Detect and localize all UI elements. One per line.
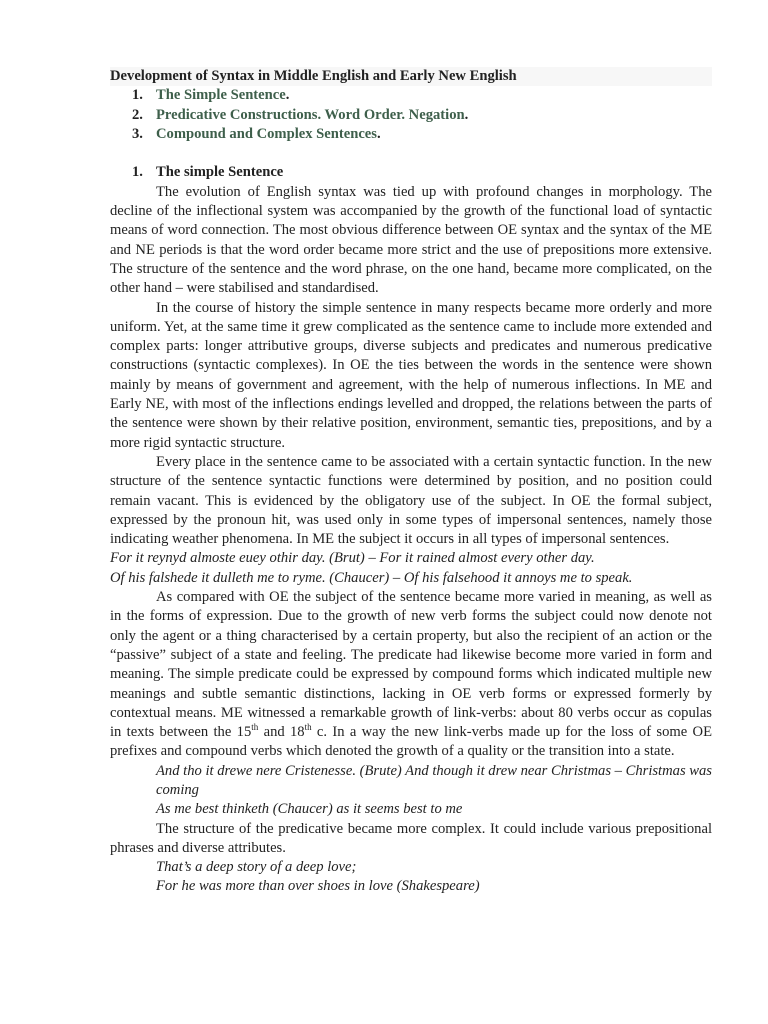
example-line: As me best thinketh (Chaucer) as it seems best to me	[156, 801, 463, 818]
paragraph: Every place in the sentence came to be associated with a certain syntactic function. In the new structure of the sentence syntactic functions were determined by position, and no position could remain vacant. This is evidenced by the obligatory use of the subject. In OE the formal subject, expressed by the pronoun hit, was used only in some types of impersonal sentences, namely those indicating weather phenomena. In ME the subject it occurs in all types of impersonal sentences.	[110, 453, 712, 548]
paragraph: The structure of the predicative became more complex. It could include various prepositional phrases and diverse attributes.	[110, 820, 712, 856]
toc-item[interactable]	[110, 86, 712, 105]
document-title: Development of Syntax in Middle English and Early New English	[110, 67, 712, 86]
toc-item-number: 1.	[132, 87, 143, 104]
example-line: That’s a deep story of a deep love;	[156, 859, 357, 876]
section-number: 1.	[132, 164, 143, 181]
superscript: th	[304, 722, 312, 733]
toc-item[interactable]	[110, 106, 712, 125]
paragraph: In the course of history the simple sentence in many respects became more orderly and more uniform. Yet, at the same time it grew complicated as the sentence came to include more extended and complex parts: longer attributive groups, diverse subjects and predicates and numerous predicative constructions (syntactic complexes). In OE the ties between the words in the sentence were shown mainly by means of government and agreement, with the help of numerous inflections. In ME and Early NE, with most of the inflections endings levelled and dropped, the relations between the parts of the sentence were shown by their relative position, environment, semantic ties, prepositions, and by a more rigid syntactic structure.	[110, 299, 712, 451]
toc-item-period: .	[464, 106, 469, 123]
superscript: th	[251, 722, 259, 733]
example-line: For he was more than over shoes in love (Shakespeare)	[156, 878, 480, 895]
paragraph-text: c. In a way the new link-verbs made up for the loss of some OE prefixes and compound verbs which denoted the growth of a quality or the transition into a state.	[110, 724, 712, 760]
toc-item-number: 3.	[132, 125, 143, 142]
document-body	[110, 67, 712, 897]
table-of-contents	[110, 86, 712, 144]
section-heading	[110, 163, 712, 182]
toc-item[interactable]	[110, 125, 712, 144]
toc-item-number: 2.	[132, 106, 143, 123]
paragraph-text: As compared with OE the subject of the sentence became more varied in meaning, as well as in the forms of expression. Due to the growth of new verb forms the subject could now denote not only the agent or a thing characterised by a certain property, but also the recipient of an action or the “passive” subject of a state and feeling. The predicate had likewise become more varied in form and meaning. The simple predicate could be expressed by compound forms which indicated multiple new meanings and subtle semantic distinctions, lacking in OE verb forms or expressed formerly by contextual means. ME witnessed a remarkable growth of link-verbs: about 80 verbs occur as copulas in texts between the 15	[110, 589, 712, 741]
toc-item-period: .	[285, 87, 290, 104]
example-line: Of his falshede it dulleth me to ryme. (Chaucer) – Of his falsehood it annoys me to speak.	[110, 569, 633, 586]
section-heading-text: The simple Sentence	[156, 164, 284, 181]
example-line: For it reynyd almoste euey othir day. (Brut) – For it rained almost every other day.	[110, 550, 595, 567]
toc-link-predicative-constructions[interactable]: Predicative Constructions. Word Order. Negation	[156, 106, 465, 123]
toc-item-period: .	[376, 125, 381, 142]
toc-link-simple-sentence[interactable]: The Simple Sentence	[156, 87, 286, 104]
toc-link-compound-complex[interactable]: Compound and Complex Sentences	[156, 125, 377, 142]
paragraph	[110, 588, 712, 762]
paragraph-text: and 18	[258, 724, 305, 741]
spacer	[110, 144, 712, 163]
paragraph: The evolution of English syntax was tied up with profound changes in morphology. The decline of the inflectional system was accompanied by the growth of the functional load of syntactic means of word connection. The most obvious difference between OE syntax and the syntax of the ME and NE periods is that the word order became more strict and the use of prepositions more extensive. The structure of the sentence and the word phrase, on the one hand, became more complicated, on the other hand – were stabilised and standardised.	[110, 183, 712, 297]
example-line: And tho it drewe nere Cristenesse. (Brute) And though it drew near Christmas – Christmas was coming	[156, 762, 712, 798]
